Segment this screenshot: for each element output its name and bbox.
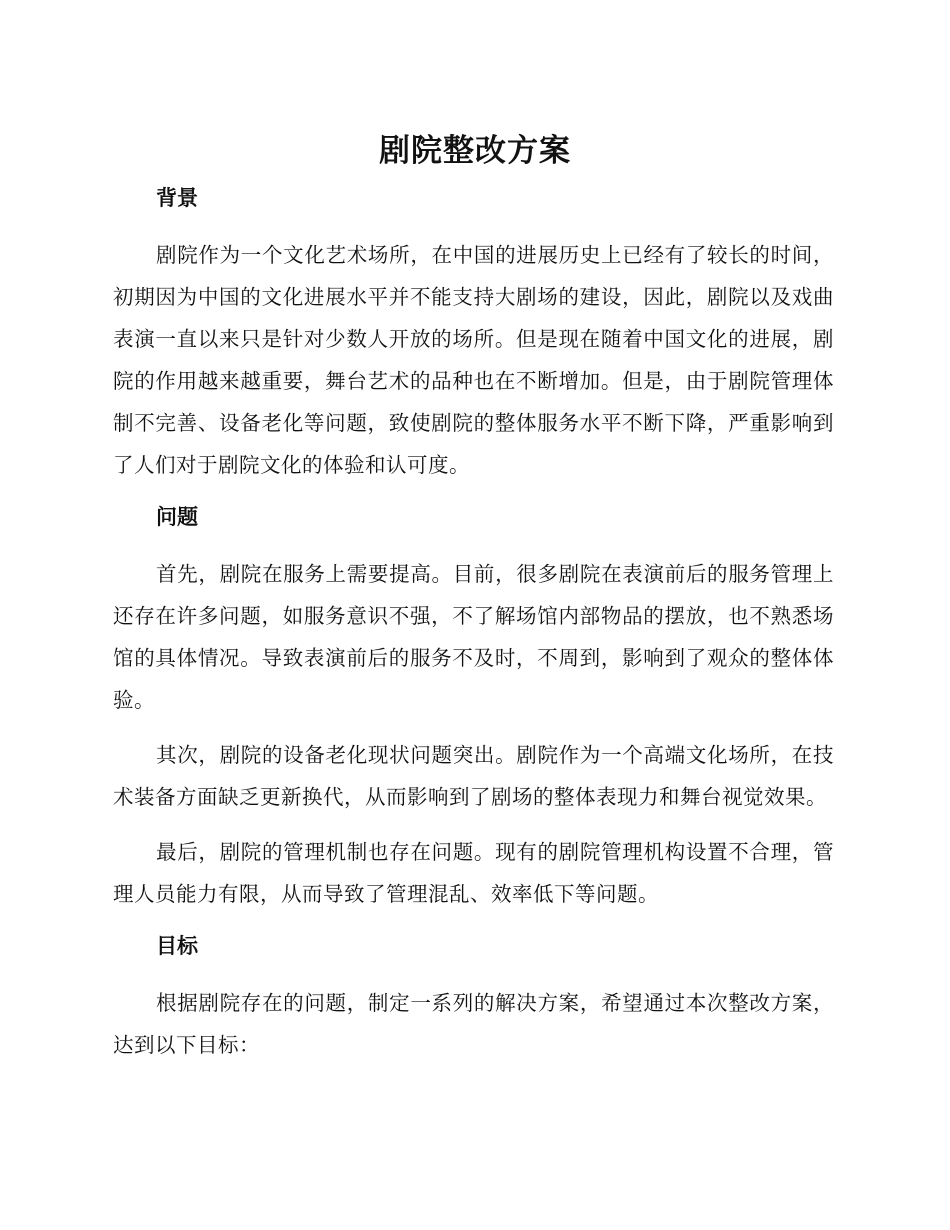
- paragraph: 首先，剧院在服务上需要提高。目前，很多剧院在表演前后的服务管理上还存在许多问题，如服务意识不强，不了解场馆内部物品的摆放，也不熟悉场馆的具体情况。导致表演前后的服务不及时，不周到，影响到了观众的整体体验。: [113, 562, 834, 712]
- section-heading: 背景: [156, 186, 198, 210]
- paragraph: 根据剧院存在的问题，制定一系列的解决方案，希望通过本次整改方案，达到以下目标：: [113, 991, 834, 1057]
- paragraph: 其次，剧院的设备老化现状问题突出。剧院作为一个高端文化场所，在技术装备方面缺乏更新换代，从而影响到了剧场的整体表现力和舞台视觉效果。: [113, 743, 834, 809]
- paragraph: 剧院作为一个文化艺术场所，在中国的进展历史上已经有了较长的时间，初期因为中国的文化进展水平并不能支持大剧场的建设，因此，剧院以及戏曲表演一直以来只是针对少数人开放的场所。但是现在随着中国文化的进展，剧院的作用越来越重要，舞台艺术的品种也在不断增加。但是，由于剧院管理体制不完善、设备老化等问题，致使剧院的整体服务水平不断下降，严重影响到了人们对于剧院文化的体验和认可度。: [113, 243, 834, 477]
- paragraph: 最后，剧院的管理机制也存在问题。现有的剧院管理机构设置不合理，管理人员能力有限，从而导致了管理混乱、效率低下等问题。: [113, 840, 834, 906]
- section-problems: [113, 497, 834, 915]
- section-background: [113, 178, 834, 486]
- document-body: [113, 178, 834, 1066]
- section-heading: 问题: [156, 505, 198, 529]
- section-heading: 目标: [156, 934, 198, 958]
- section-goals: [113, 926, 834, 1066]
- document-title: 剧院整改方案: [379, 133, 571, 169]
